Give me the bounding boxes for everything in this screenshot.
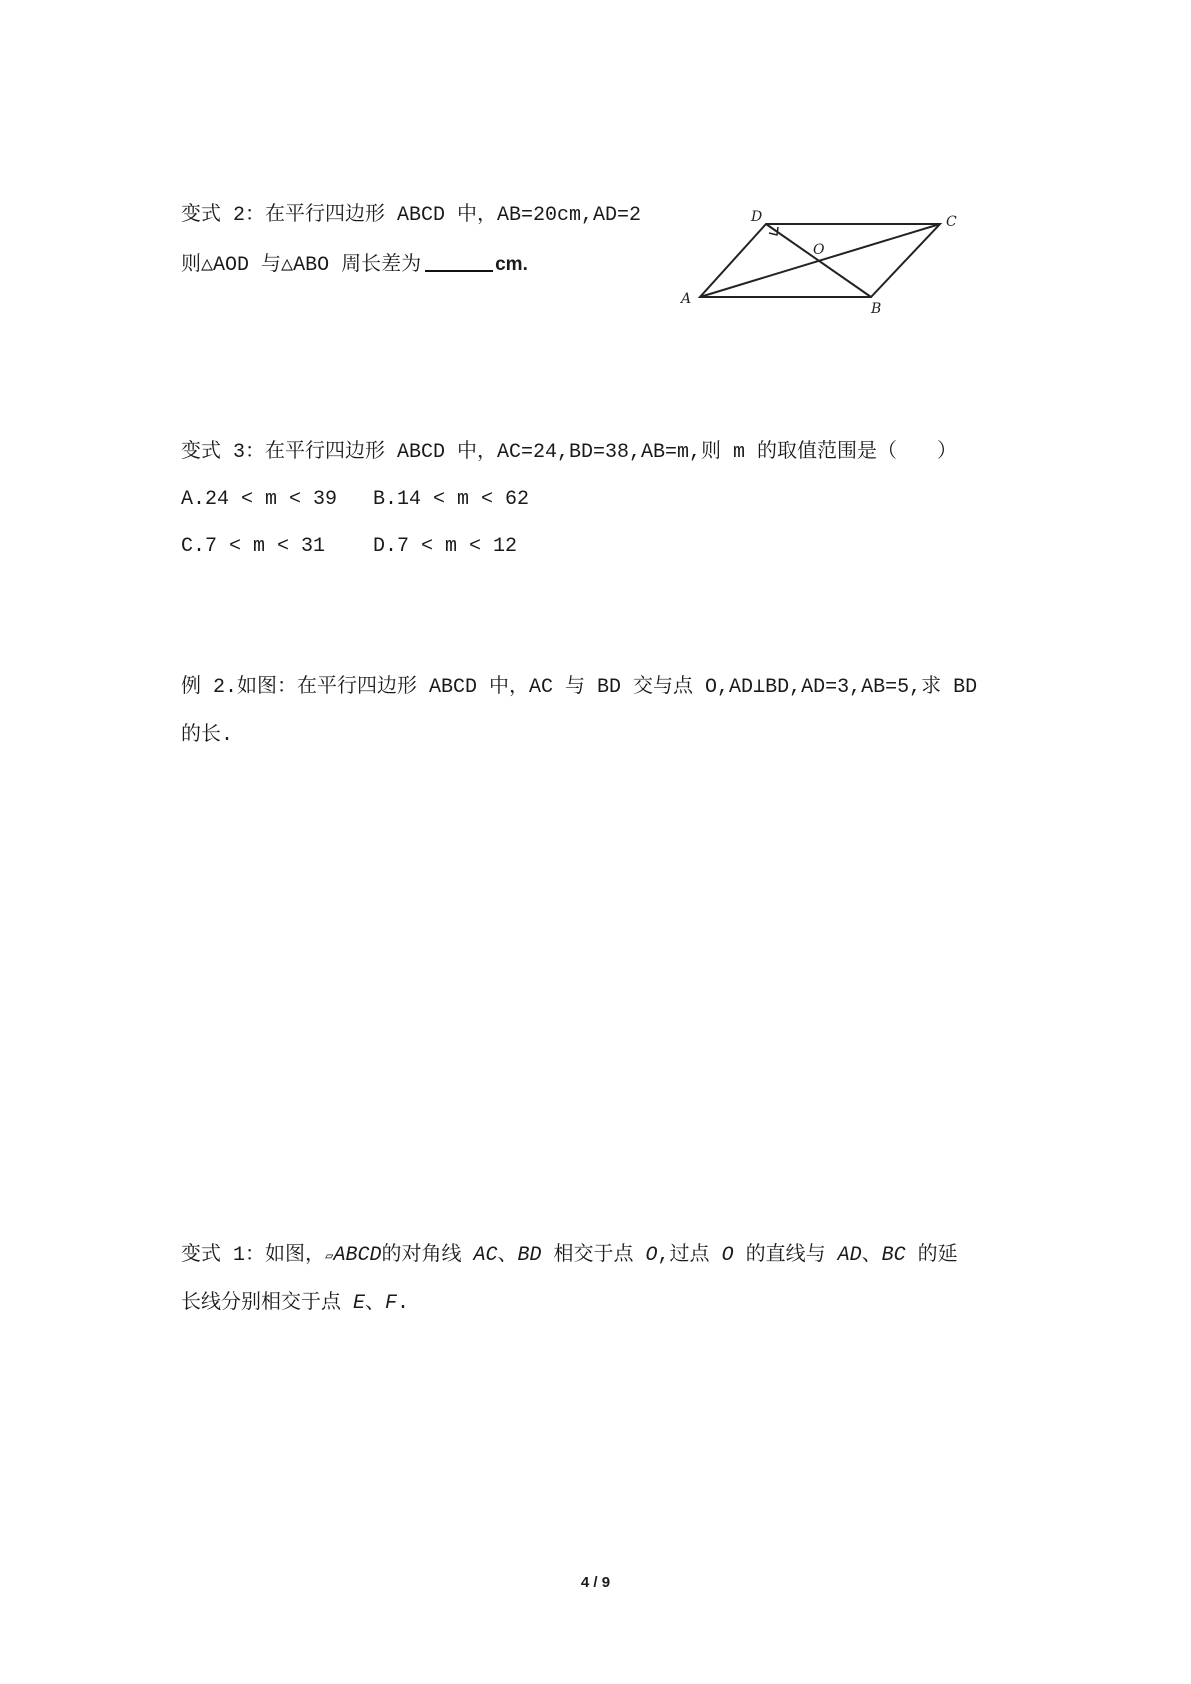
separator: 、: [861, 1244, 882, 1267]
example2-line2: 的长.: [181, 724, 234, 747]
page-number: 4 / 9: [580, 1574, 611, 1591]
option-b[interactable]: B.14 < m < 62: [373, 488, 530, 511]
name-ad: AD: [837, 1244, 862, 1267]
variant1-text-c: ,过点: [657, 1244, 722, 1267]
label-o: O: [813, 242, 825, 258]
separator: 、: [365, 1292, 386, 1315]
variant2-line1: 变式 2：在平行四边形 ABCD 中，AB=20cm,AD=2: [181, 204, 642, 227]
name-ac: AC: [473, 1244, 498, 1267]
variant2-unit: cm.: [495, 254, 528, 275]
variant2-line2: [181, 250, 528, 280]
parallelogram-symbol: ▱: [325, 1249, 334, 1265]
variant1-line2-suffix: .: [397, 1292, 410, 1315]
variant1-text-e: 的延: [905, 1244, 958, 1267]
option-d[interactable]: D.7 < m < 12: [373, 535, 518, 558]
variant1-text-d: 的直线与: [733, 1244, 838, 1267]
name-o: O: [721, 1244, 734, 1267]
separator: 、: [497, 1244, 518, 1267]
variant1-text-b: 相交于点: [541, 1244, 646, 1267]
variant1-line1: [181, 1242, 958, 1271]
variant1-line2: [181, 1290, 409, 1318]
name-abcd: ABCD: [333, 1244, 382, 1267]
label-d: D: [751, 209, 763, 225]
diagonal-bd: [766, 224, 871, 297]
name-bc: BC: [881, 1244, 906, 1267]
variant1-prefix: 变式 1：如图，: [181, 1244, 326, 1267]
option-c[interactable]: C.7 < m < 31: [181, 535, 326, 558]
variant1-text-a: 的对角线: [381, 1244, 474, 1267]
option-a[interactable]: A.24 < m < 39: [181, 488, 338, 511]
name-o: O: [645, 1244, 658, 1267]
name-bd: BD: [517, 1244, 542, 1267]
label-a: A: [681, 291, 692, 307]
label-c: C: [946, 214, 957, 230]
variant2-question-text: 则△AOD 与△ABO 周长差为: [181, 254, 422, 277]
label-b: B: [871, 301, 882, 317]
variant3-question: 变式 3：在平行四边形 ABCD 中，AC=24,BD=38,AB=m,则 m 的取值范围是（ ）: [181, 441, 958, 464]
answer-blank[interactable]: [425, 250, 493, 272]
variant1-line2-prefix: 长线分别相交于点: [181, 1292, 354, 1315]
name-f: F: [385, 1292, 398, 1315]
name-e: E: [353, 1292, 366, 1315]
example2-line1: 例 2.如图：在平行四边形 ABCD 中，AC 与 BD 交与点 O,AD⊥BD,AD=3,AB=5,求 BD: [181, 676, 978, 699]
parallelogram-figure: [668, 200, 978, 320]
